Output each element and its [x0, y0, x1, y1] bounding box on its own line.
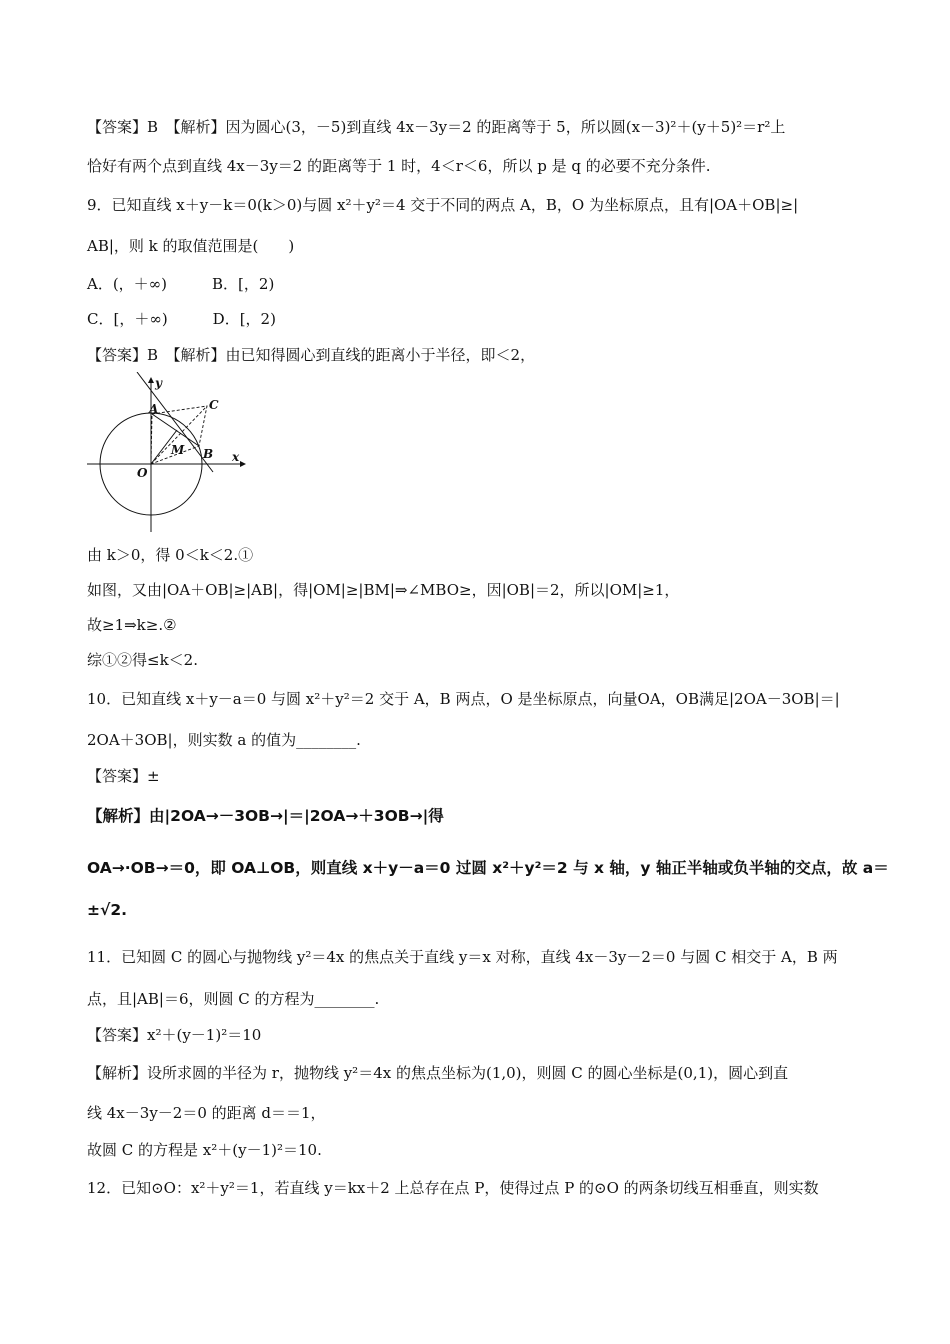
solution-10-line-1: 【解析】由|2OA→－3OB→|＝|2OA→＋3OB→|得	[87, 807, 444, 825]
answer-8-line-2: 恰好有两个点到直线 4x－3y＝2 的距离等于 1 时，4＜r＜6，所以 p 是 q 的必要不充分条件.	[87, 157, 711, 175]
circle-line-figure	[85, 372, 255, 537]
label-b: B	[203, 447, 214, 461]
question-9-line-2: AB|，则 k 的取值范围是( )	[87, 237, 295, 255]
secant-line	[137, 372, 213, 472]
question-9-line-1: 9．已知直线 x＋y－k＝0(k＞0)与圆 x²＋y²＝4 交于不同的两点 A，B，O 为坐标原点，且有|OA＋OB|≥|	[87, 196, 799, 214]
question-11-line-2: 点，且|AB|＝6，则圆 C 的方程为________.	[87, 990, 380, 1008]
question-9-options-ab: A．(，＋∞) B．[，2)	[87, 275, 275, 293]
question-9-options-cd: C．[，＋∞) D．[，2)	[87, 310, 276, 328]
answer-8-line-1: 【答案】B 【解析】因为圆心(3，－5)到直线 4x－3y＝2 的距离等于 5，所以圆(x－3)²＋(y＋5)²＝r²上	[87, 118, 786, 136]
label-m: M	[171, 443, 185, 457]
label-x: x	[232, 450, 240, 464]
answer-9-line-3: 如图，又由|OA＋OB|≥|AB|，得|OM|≥|BM|⇒∠MBO≥，因|OB|＝2，所以|OM|≥1，	[87, 581, 680, 599]
answer-9-line-4: 故≥1⇒k≥.②	[87, 616, 177, 634]
answer-9-line-2: 由 k＞0，得 0＜k＜2.①	[87, 546, 254, 564]
question-12-line-1: 12．已知⊙O：x²＋y²＝1，若直线 y＝kx＋2 上总存在点 P，使得过点 P 的⊙O 的两条切线互相垂直，则实数	[87, 1179, 819, 1197]
answer-11: 【答案】x²＋(y－1)²＝10	[87, 1026, 262, 1044]
solution-11-line-1: 【解析】设所求圆的半径为 r，抛物线 y²＝4x 的焦点坐标为(1,0)，则圆 C 的圆心坐标是(0,1)，圆心到直	[87, 1064, 789, 1082]
answer-10: 【答案】±	[87, 767, 160, 785]
label-a: A	[149, 402, 159, 416]
answer-9-line-5: 综①②得≤k＜2.	[87, 651, 198, 669]
label-o: O	[137, 466, 148, 480]
solution-11-line-3: 故圆 C 的方程是 x²＋(y－1)²＝10.	[87, 1141, 322, 1159]
question-10-line-2: 2OA＋3OB|，则实数 a 的值为________.	[87, 731, 361, 749]
solution-10-line-2: OA→·OB→＝0，即 OA⊥OB，则直线 x＋y－a＝0 过圆 x²＋y²＝2 与 x 轴，y 轴正半轴或负半轴的交点，故 a＝	[87, 859, 889, 877]
answer-9-line-1: 【答案】B 【解析】由已知得圆心到直线的距离小于半径，即＜2，	[87, 346, 536, 364]
label-c: C	[209, 398, 219, 412]
question-10-line-1: 10．已知直线 x＋y－a＝0 与圆 x²＋y²＝2 交于 A，B 两点，O 是坐标原点，向量OA，OB满足|2OA－3OB|＝|	[87, 690, 840, 708]
label-y: y	[155, 376, 162, 390]
question-11-line-1: 11．已知圆 C 的圆心与抛物线 y²＝4x 的焦点关于直线 y＝x 对称，直线 4x－3y－2＝0 与圆 C 相交于 A，B 两	[87, 948, 838, 966]
solution-11-line-2: 线 4x－3y－2＝0 的距离 d＝＝1，	[87, 1104, 326, 1122]
solution-10-line-3: ±√2.	[87, 901, 127, 919]
